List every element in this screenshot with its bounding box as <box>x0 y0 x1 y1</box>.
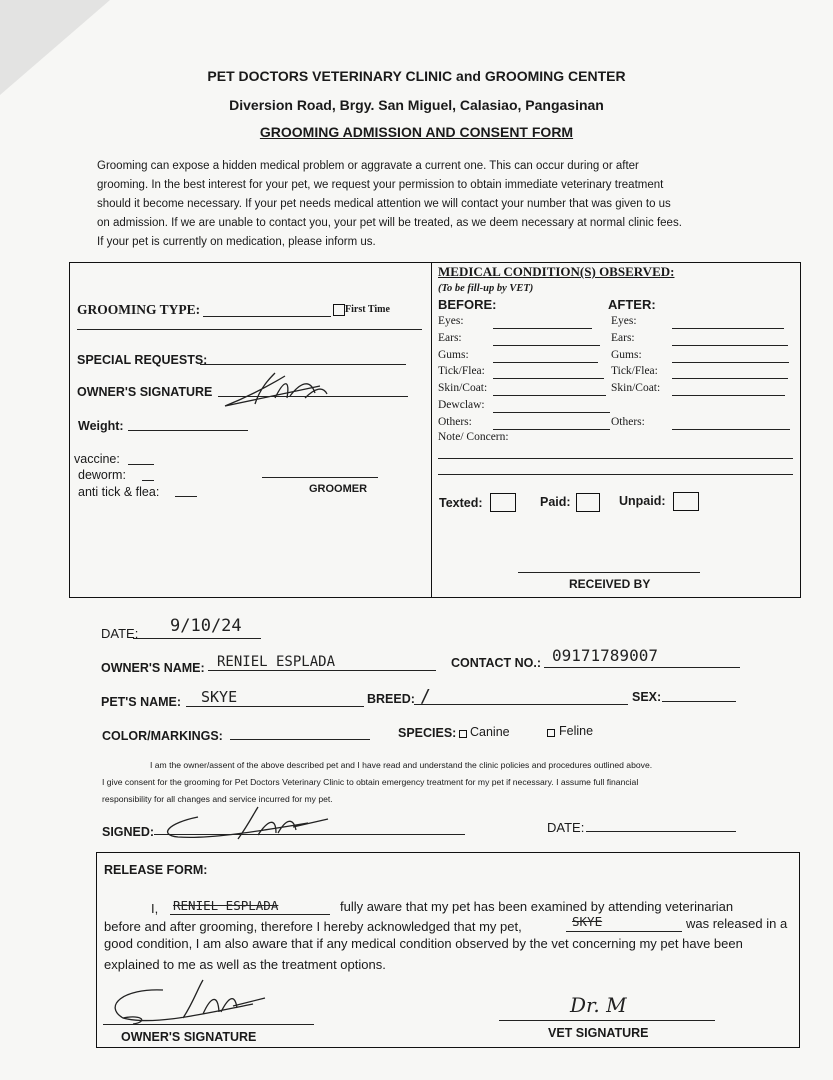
before-item-line[interactable] <box>493 412 610 413</box>
release-text-4: good condition, I am also aware that if any medical condition observed by the vet concerning my pet have been <box>104 936 743 951</box>
vaccine-label: vaccine: <box>74 452 120 466</box>
owner-signature-label: OWNER'S SIGNATURE <box>77 385 213 399</box>
after-item-line[interactable] <box>672 395 785 396</box>
contact-label: CONTACT NO.: <box>451 656 542 670</box>
deworm-line[interactable] <box>142 480 154 481</box>
pet-name-label: PET'S NAME: <box>101 695 182 709</box>
pet-name-line[interactable] <box>186 706 364 707</box>
after-label: AFTER: <box>608 297 656 312</box>
weight-line[interactable] <box>128 430 248 431</box>
consent-date-label: DATE: <box>547 820 585 835</box>
contact-line[interactable] <box>544 667 740 668</box>
before-item-line[interactable] <box>493 345 600 346</box>
after-item-label: Skin/Coat: <box>611 382 661 395</box>
release-text-5: explained to me as well as the treatment options. <box>104 957 386 972</box>
consent-date-line[interactable] <box>586 831 736 832</box>
column-divider <box>431 262 432 598</box>
species-label: SPECIES: <box>398 726 457 740</box>
paid-checkbox[interactable] <box>576 493 600 512</box>
release-pet-line[interactable] <box>566 931 682 932</box>
after-item-line[interactable] <box>672 429 790 430</box>
weight-label: Weight: <box>78 419 124 433</box>
note-line-2[interactable] <box>438 474 793 475</box>
release-owner-fill: RENIEL ESPLADA <box>173 898 279 913</box>
received-by-line[interactable] <box>518 572 700 573</box>
color-label: COLOR/MARKINGS: <box>102 729 223 743</box>
consent-line-1: I am the owner/assent of the above described pet and I have read and understand the clinic policies and procedures outlined above. <box>150 760 653 770</box>
deworm-label: deworm: <box>78 468 126 482</box>
release-pet-fill: SKYE <box>572 914 603 929</box>
intro-line-1: Grooming can expose a hidden medical problem or aggravate a current one. This can occur during or after <box>97 160 639 172</box>
contact-value: 09171789007 <box>552 646 658 665</box>
date-label: DATE: <box>101 626 139 641</box>
release-text-1: fully aware that my pet has been examined by attending veterinarian <box>340 899 734 914</box>
sex-label: SEX: <box>632 690 662 704</box>
breed-line[interactable] <box>414 704 628 705</box>
after-item-label: Tick/Flea: <box>611 365 658 378</box>
groomer-label: GROOMER <box>309 483 368 495</box>
paid-label: Paid: <box>540 495 571 509</box>
date-value: 9/10/24 <box>170 616 242 636</box>
first-time-checkbox[interactable] <box>333 304 345 316</box>
antitick-label: anti tick & flea: <box>78 485 160 499</box>
groomer-line[interactable] <box>262 477 378 478</box>
intro-line-5: If your pet is currently on medication, please inform us. <box>97 236 376 248</box>
owner-signature-scribble <box>215 368 335 413</box>
sex-line[interactable] <box>662 701 736 702</box>
before-item-label: Tick/Flea: <box>438 365 485 378</box>
clinic-address: Diversion Road, Brgy. San Miguel, Calasiao, Pangasinan <box>229 97 604 113</box>
release-owner-line[interactable] <box>170 914 330 915</box>
before-item-label: Gums: <box>438 348 469 361</box>
owner-name-label: OWNER'S NAME: <box>101 661 205 675</box>
feline-label: Feline <box>559 724 594 738</box>
breed-label: BREED: <box>367 692 415 706</box>
after-item-label: Ears: <box>611 331 635 344</box>
consent-line-2: I give consent for the grooming for Pet Doctors Veterinary Clinic to obtain emergency treatment for my pet if necessary. I assume full financial <box>102 777 639 787</box>
before-item-line[interactable] <box>493 378 604 379</box>
pet-name-value: SKYE <box>201 688 238 706</box>
vet-signature-value: Dr. M <box>570 993 627 1017</box>
form-title: GROOMING ADMISSION AND CONSENT FORM <box>259 124 574 140</box>
intro-line-2: grooming. In the best interest for your pet, we request your permission to obtain immediate veterinary treatment <box>97 179 664 191</box>
clinic-name: PET DOCTORS VETERINARY CLINIC and GROOMING CENTER <box>207 68 626 84</box>
after-item-label: Gums: <box>611 348 642 361</box>
vaccine-line[interactable] <box>128 464 154 465</box>
vet-signature-line[interactable] <box>499 1020 715 1021</box>
after-item-line[interactable] <box>672 362 789 363</box>
release-owner-signature-label: OWNER'S SIGNATURE <box>121 1030 257 1044</box>
color-line[interactable] <box>230 739 370 740</box>
feline-checkbox[interactable] <box>547 729 555 737</box>
intro-line-4: on admission. If we are unable to contact you, your pet will be treated, as we deem necessary at normal clinic fees. <box>97 217 682 229</box>
first-time-label: First Time <box>345 304 390 315</box>
owner-name-line[interactable] <box>208 670 436 671</box>
received-by-label: RECEIVED BY <box>569 577 651 591</box>
release-text-2: before and after grooming, therefore I hereby acknowledged that my pet, <box>104 919 522 934</box>
medical-title: MEDICAL CONDITION(S) OBSERVED: <box>438 264 675 279</box>
release-title: RELEASE FORM: <box>104 863 208 877</box>
breed-value: / <box>420 686 431 707</box>
before-item-line[interactable] <box>493 328 592 329</box>
grooming-type-label: GROOMING TYPE: <box>77 302 201 317</box>
grooming-type-line[interactable] <box>203 316 331 317</box>
release-text-3: was released in a <box>686 916 788 931</box>
texted-label: Texted: <box>439 496 483 510</box>
before-item-label: Ears: <box>438 331 462 344</box>
note-line-1[interactable] <box>438 458 793 459</box>
owner-name-value: RENIEL ESPLADA <box>217 654 336 670</box>
medical-subtitle: (To be fill-up by VET) <box>438 283 534 294</box>
signed-signature-scribble <box>158 805 338 845</box>
before-item-label: Others: <box>438 415 472 428</box>
special-requests-label: SPECIAL REQUESTS: <box>77 353 208 367</box>
after-item-label: Others: <box>611 415 645 428</box>
before-item-line[interactable] <box>493 395 606 396</box>
unpaid-label: Unpaid: <box>619 494 666 508</box>
vet-signature-label: VET SIGNATURE <box>548 1026 649 1040</box>
canine-label: Canine <box>470 725 510 739</box>
before-item-label: Skin/Coat: <box>438 382 488 395</box>
antitick-line[interactable] <box>175 496 197 497</box>
texted-checkbox[interactable] <box>490 493 516 512</box>
date-line[interactable] <box>133 638 261 639</box>
grooming-type-line-2[interactable] <box>77 329 422 330</box>
release-i-label: I, <box>151 901 159 916</box>
before-item-label: Eyes: <box>438 315 464 327</box>
before-item-line[interactable] <box>493 362 598 363</box>
signed-label: SIGNED: <box>102 825 155 839</box>
note-label: Note/ Concern: <box>438 431 509 443</box>
intro-line-3: should it become necessary. If your pet needs medical attention we will contact your number that was given to us <box>97 198 671 210</box>
before-label: BEFORE: <box>438 297 497 312</box>
canine-checkbox[interactable] <box>459 730 467 738</box>
before-item-line[interactable] <box>493 429 610 430</box>
before-item-label: Dewclaw: <box>438 399 485 411</box>
after-item-line[interactable] <box>672 328 784 329</box>
special-requests-line[interactable] <box>200 364 406 365</box>
after-item-line[interactable] <box>672 345 788 346</box>
release-owner-signature-scribble <box>103 978 273 1028</box>
after-item-line[interactable] <box>672 378 788 379</box>
after-item-label: Eyes: <box>611 315 637 327</box>
unpaid-checkbox[interactable] <box>673 492 699 511</box>
consent-line-3: responsibility for all changes and service incurred for my pet. <box>102 794 333 804</box>
